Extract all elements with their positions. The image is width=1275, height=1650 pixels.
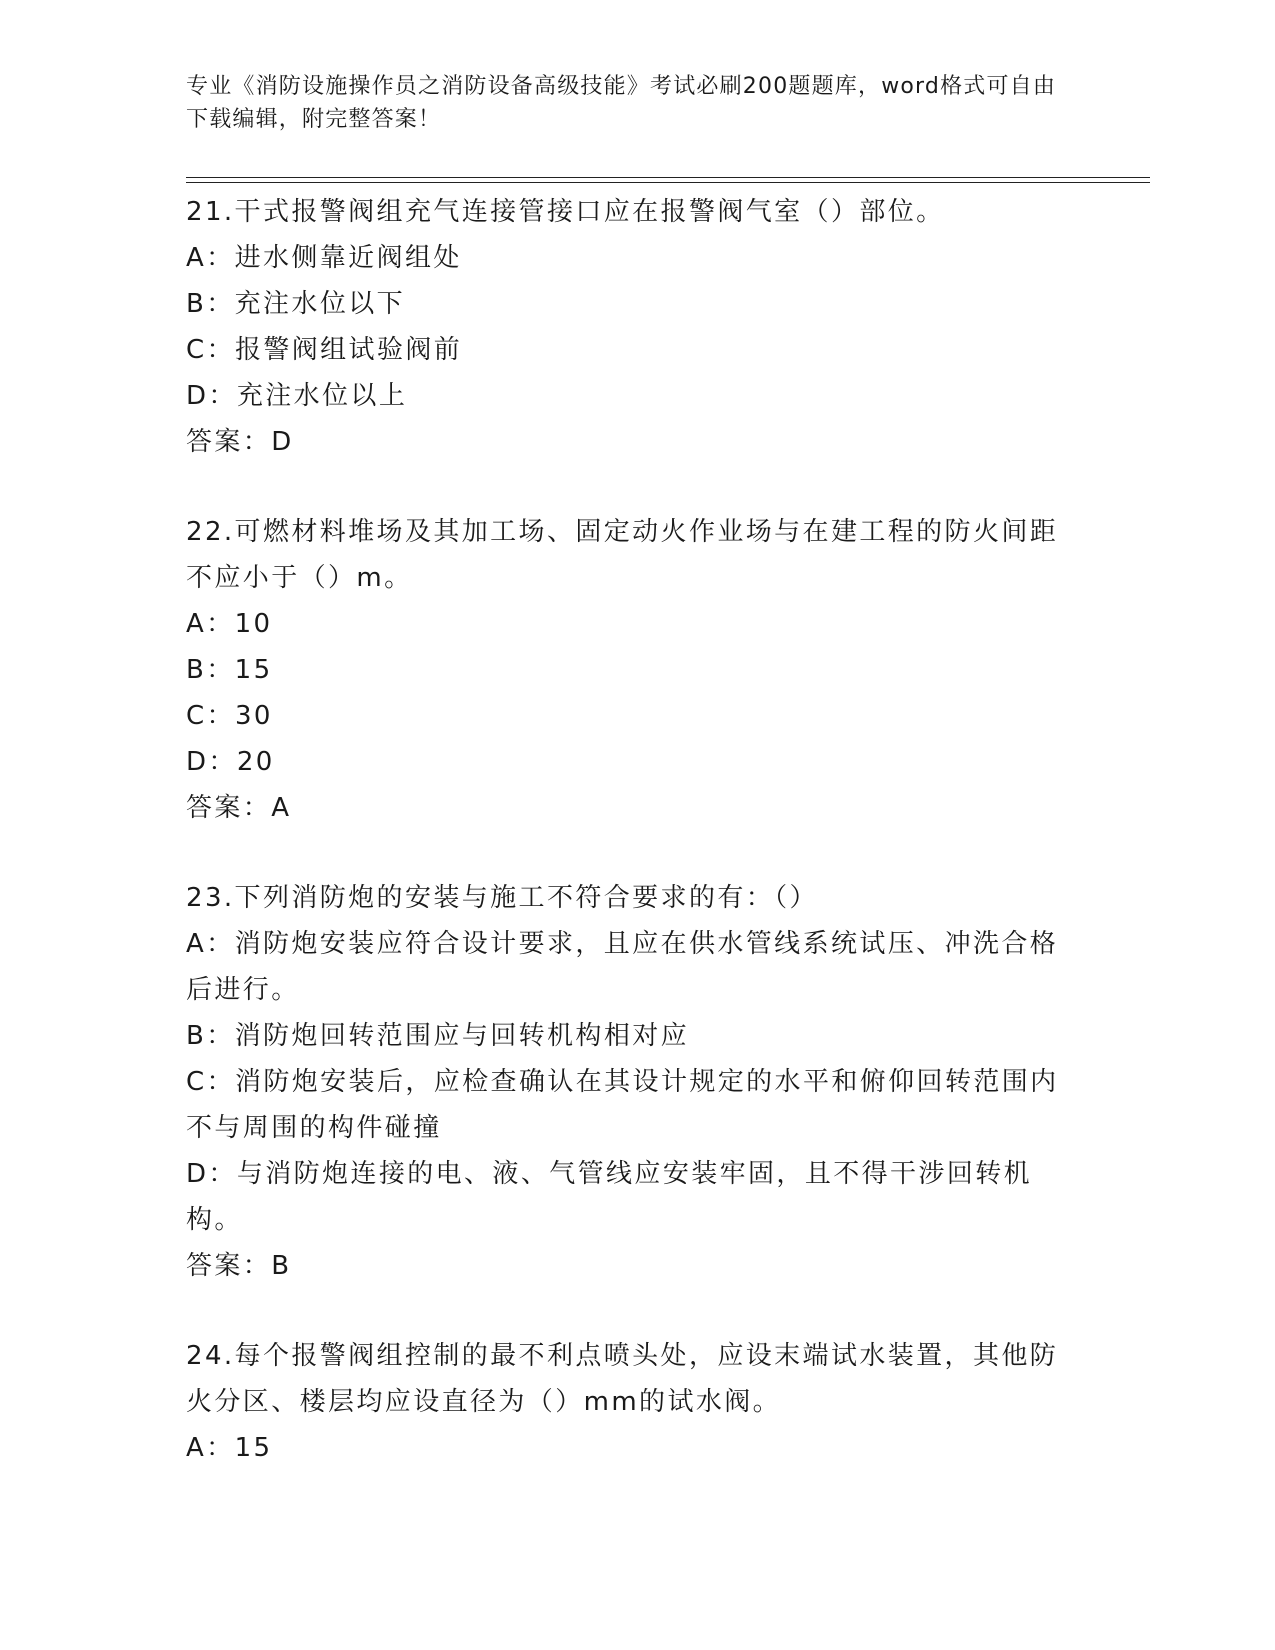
option-c: C：报警阀组试验阀前 <box>186 335 463 365</box>
answer-label: 答案：D <box>186 427 294 457</box>
option-b: B：15 <box>186 655 273 685</box>
question-stem: 24.每个报警阀组控制的最不利点喷头处，应设末端试水装置，其他防火分区、楼层均应设直径为（）mm的试水阀。 <box>186 1341 1059 1417</box>
question-21 <box>186 189 1076 465</box>
option-a: A：15 <box>186 1433 273 1463</box>
question-stem: 23.下列消防炮的安装与施工不符合要求的有：（） <box>186 883 818 913</box>
option-d: D：充注水位以上 <box>186 381 408 411</box>
header-divider-bottom <box>186 182 1150 183</box>
question-stem: 21.干式报警阀组充气连接管接口应在报警阀气室（）部位。 <box>186 197 945 227</box>
option-d: D：与消防炮连接的电、液、气管线应安装牢固，且不得干涉回转机构。 <box>186 1159 1033 1235</box>
question-list <box>186 189 1076 1515</box>
question-22 <box>186 509 1076 831</box>
question-24 <box>186 1333 1076 1471</box>
option-b: B：充注水位以下 <box>186 289 406 319</box>
answer-label: 答案：B <box>186 1251 292 1281</box>
option-a: A：10 <box>186 609 273 639</box>
option-c: C：30 <box>186 701 273 731</box>
question-23 <box>186 875 1076 1289</box>
header-divider-top <box>186 177 1150 178</box>
document-header: 专业《消防设施操作员之消防设备高级技能》考试必刷200题题库，word格式可自由下载编辑，附完整答案！ <box>186 74 1057 132</box>
option-d: D：20 <box>186 747 275 777</box>
option-b: B：消防炮回转范围应与回转机构相对应 <box>186 1021 690 1051</box>
option-a: A：消防炮安装应符合设计要求，且应在供水管线系统试压、冲洗合格后进行。 <box>186 929 1059 1005</box>
option-a: A：进水侧靠近阀组处 <box>186 243 462 273</box>
answer-label: 答案：A <box>186 793 292 823</box>
question-stem: 22.可燃材料堆场及其加工场、固定动火作业场与在建工程的防火间距不应小于（）m。 <box>186 517 1059 593</box>
option-c: C：消防炮安装后，应检查确认在其设计规定的水平和俯仰回转范围内不与周围的构件碰撞 <box>186 1067 1059 1143</box>
